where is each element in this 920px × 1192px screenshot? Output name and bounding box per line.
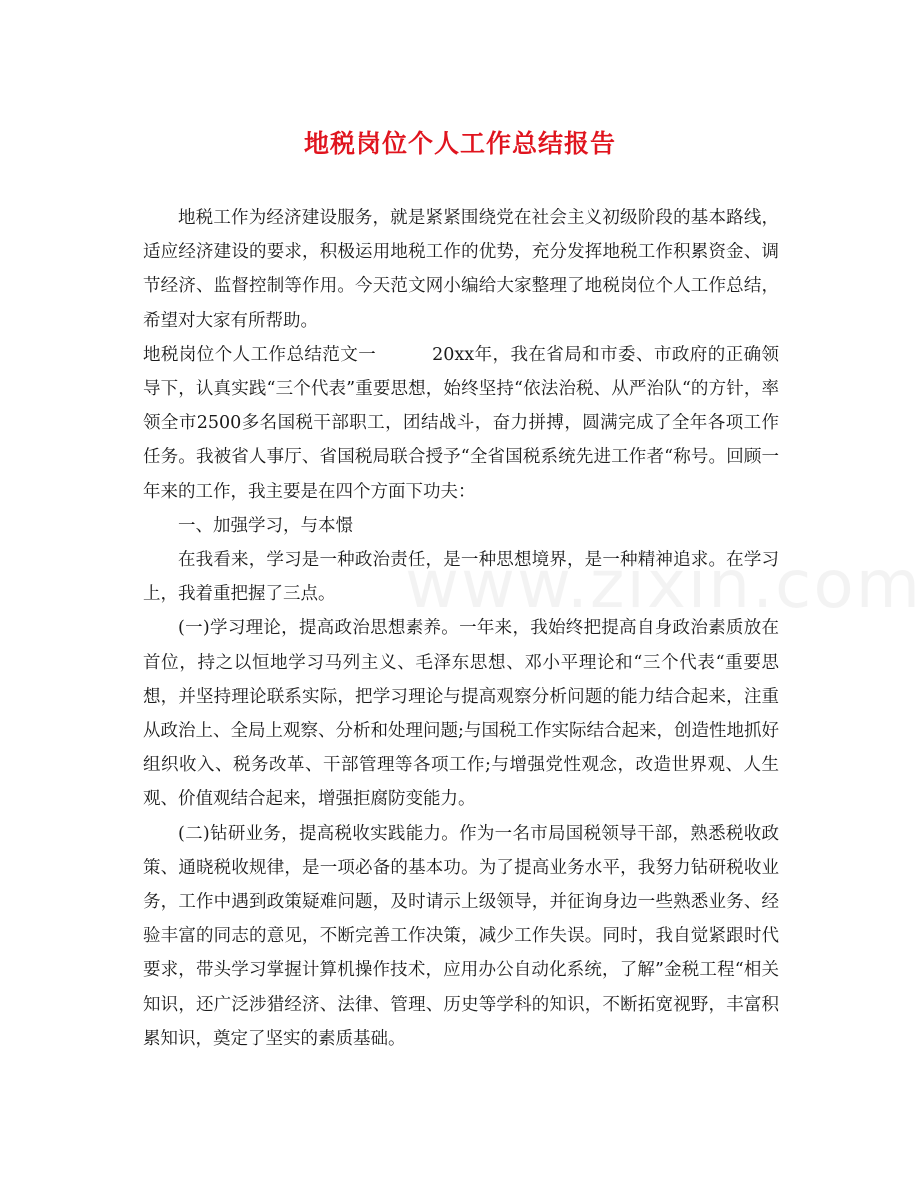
point-one-paragraph: (一)学习理论，提高政治思想素养。一年来，我始终把提高自身政治素质放在首位，持之以恒地学习马列主义、毛泽东思想、邓小平理论和“三个代表“重要思想，并坚持理论联系实际，把学习理论与提高观察分析问题的能力结合起来，注重从政治上、全局上观察、分析和处理问题;与国税工作实际结合起来，创造性地抓好组织收入、税务改革、干部管理等各项工作;与增强党性观念，改造世界观、人生观、价值观结合起来，增强拒腐防变能力。 (143, 618, 779, 810)
intro-paragraph: 地税工作为经济建设服务，就是紧紧围绕党在社会主义初级阶段的基本路线，适应经济建设的要求，积极运用地税工作的优势，充分发挥地税工作积累资金、调节经济、监督控制等作用。今天范文网小编给大家整理了地税岗位个人工作总结，希望对大家有所帮助。 (143, 208, 779, 331)
sample-text: 20xx年，我在省局和市委、市政府的正确领导下，认真实践“三个代表”重要思想，始终坚持“依法治税、从严治队“的方针，率领全市2500多名国税干部职工，团结战斗，奋力拼搏，圆满完成了全年各项工作任务。我被省人事厅、省国税局联合授予“全省国税系统先进工作者“称号。回顾一年来的工作，我主要是在四个方面下功夫： (143, 344, 780, 502)
point-two-paragraph: (二)钻研业务，提高税收实践能力。作为一名市局国税领导干部，熟悉税收政策、通晓税收规律，是一项必备的基本功。为了提高业务水平，我努力钻研税收业务，工作中遇到政策疑难问题，及时请示上级领导，并征询身边一些熟悉业务、经验丰富的同志的意见，不断完善工作决策，减少工作失误。同时，我自觉紧跟时代要求，带头学习掌握计算机操作技术，应用办公自动化系统，了解”金税工程“相关知识，还广泛涉猎经济、法律、管理、历史等学科的知识，不断拓宽视野，丰富积累知识，奠定了坚实的素质基础。 (143, 823, 779, 1049)
sample-paragraph (143, 338, 779, 509)
section-heading: 一、加强学习，与本憬 (178, 515, 353, 536)
document-title: 地税岗位个人工作总结报告 (303, 129, 616, 158)
document-body (143, 201, 779, 1056)
sample-label: 地税岗位个人工作总结范文一 (143, 344, 377, 365)
section-intro-paragraph: 在我看来，学习是一种政治责任，是一种思想境界，是一种精神追求。在学习上，我着重把握了三点。 (143, 550, 779, 605)
